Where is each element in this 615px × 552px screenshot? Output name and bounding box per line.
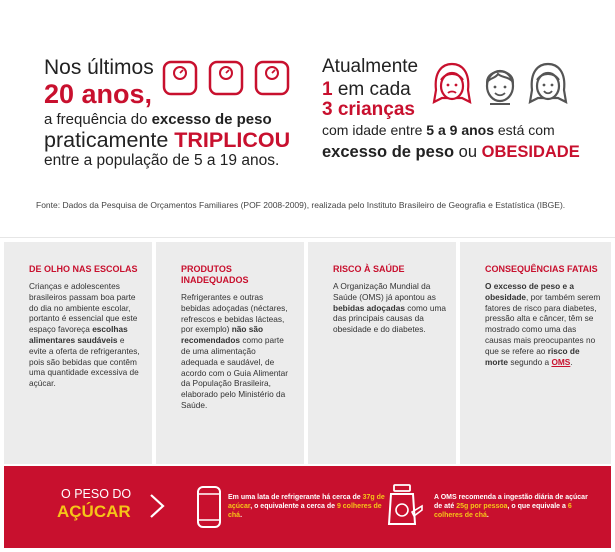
girl-icon xyxy=(526,60,570,110)
source-note: Fonte: Dados da Pesquisa de Orçamentos Familiares (POF 2008-2009), realizada pelo Instituto Brasileiro de Geografia e Estatística (IBGE). xyxy=(36,200,566,210)
left-line-5: entre a população de 5 a 19 anos. xyxy=(44,152,280,169)
sugar-footer xyxy=(4,466,611,548)
right-line-1: Atualmente xyxy=(322,56,419,77)
faces-group xyxy=(430,60,570,110)
soda-can-icon xyxy=(196,484,222,530)
oms-recommendation-text: A OMS recomenda a ingestão diária de açúcar de até 25g por pessoa, o que equivale a 6 colheres de chá. xyxy=(434,494,588,519)
scales-group xyxy=(162,60,290,96)
right-line-5: excesso de peso ou OBESIDADE xyxy=(322,143,580,161)
scale-icon xyxy=(208,60,244,96)
right-line-4: com idade entre 5 a 9 anos está com xyxy=(322,122,555,138)
oms-link[interactable]: OMS xyxy=(551,356,571,367)
scale-icon xyxy=(162,60,198,96)
right-line-2: 1 em cada xyxy=(322,79,411,100)
scale-icon xyxy=(254,60,290,96)
left-line-1: Nos últimos xyxy=(44,56,154,79)
card-body: O excesso de peso e a obesidade, por também serem fatores de risco para diabetes, pressão alta e câncer, têm se mostrado como uma das causas mais preocupantes no que se refere ao risco de morte segundo a OMS. xyxy=(485,281,601,367)
card-health-risk xyxy=(308,242,456,464)
card-title: DE OLHO NAS ESCOLAS xyxy=(29,264,138,274)
left-years-highlight: 20 anos, xyxy=(44,79,153,109)
can-sugar-text: Em uma lata de refrigerante há cerca de 37g de açúcar, o equivalente a cerca de 9 colheres de chá. xyxy=(228,494,385,519)
boy-icon xyxy=(478,60,522,110)
card-products xyxy=(156,242,304,464)
right-line-3: 3 crianças xyxy=(322,99,415,120)
card-fatal xyxy=(460,242,611,464)
card-body: Refrigerantes e outras bebidas adoçadas (néctares, refrescos e bebidas lácteas, por exemplo) não são recomendados como parte de uma alimentação adequada e saudável, de acordo com o Guia Alimentar da População Brasileira, elaborado pelo Ministério da Saúde. xyxy=(181,292,288,410)
footer-title-2: AÇÚCAR xyxy=(57,502,131,521)
sugar-jar-icon xyxy=(384,482,424,528)
card-body: A Organização Mundial da Saúde (OMS) já apontou as bebidas adoçadas como uma das principais causas da obesidade e do diabetes. xyxy=(333,281,446,335)
footer-title-1: O PESO DO xyxy=(61,487,132,501)
card-title: CONSEQUÊNCIAS FATAIS xyxy=(485,264,598,274)
cards-row xyxy=(4,242,611,464)
left-line-3: a frequência do excesso de peso xyxy=(44,111,272,128)
card-schools xyxy=(4,242,152,464)
sad-girl-icon xyxy=(430,60,474,110)
chevron-right-icon xyxy=(148,492,166,520)
card-title: RISCO À SAÚDE xyxy=(333,264,405,274)
card-title: PRODUTOS INADEQUADOS xyxy=(181,264,249,285)
top-panel xyxy=(0,0,615,238)
card-body: Crianças e adolescentes brasileiros passam boa parte do dia no ambiente escolar, portanto é essencial que este espaço favoreça escolhas alimentares saudáveis e evite a oferta de refrigerantes, pois são bebidas que contêm uma quantidade excessiva de açúcar. xyxy=(29,281,140,389)
left-line-4: praticamente TRIPLICOU xyxy=(44,128,291,152)
